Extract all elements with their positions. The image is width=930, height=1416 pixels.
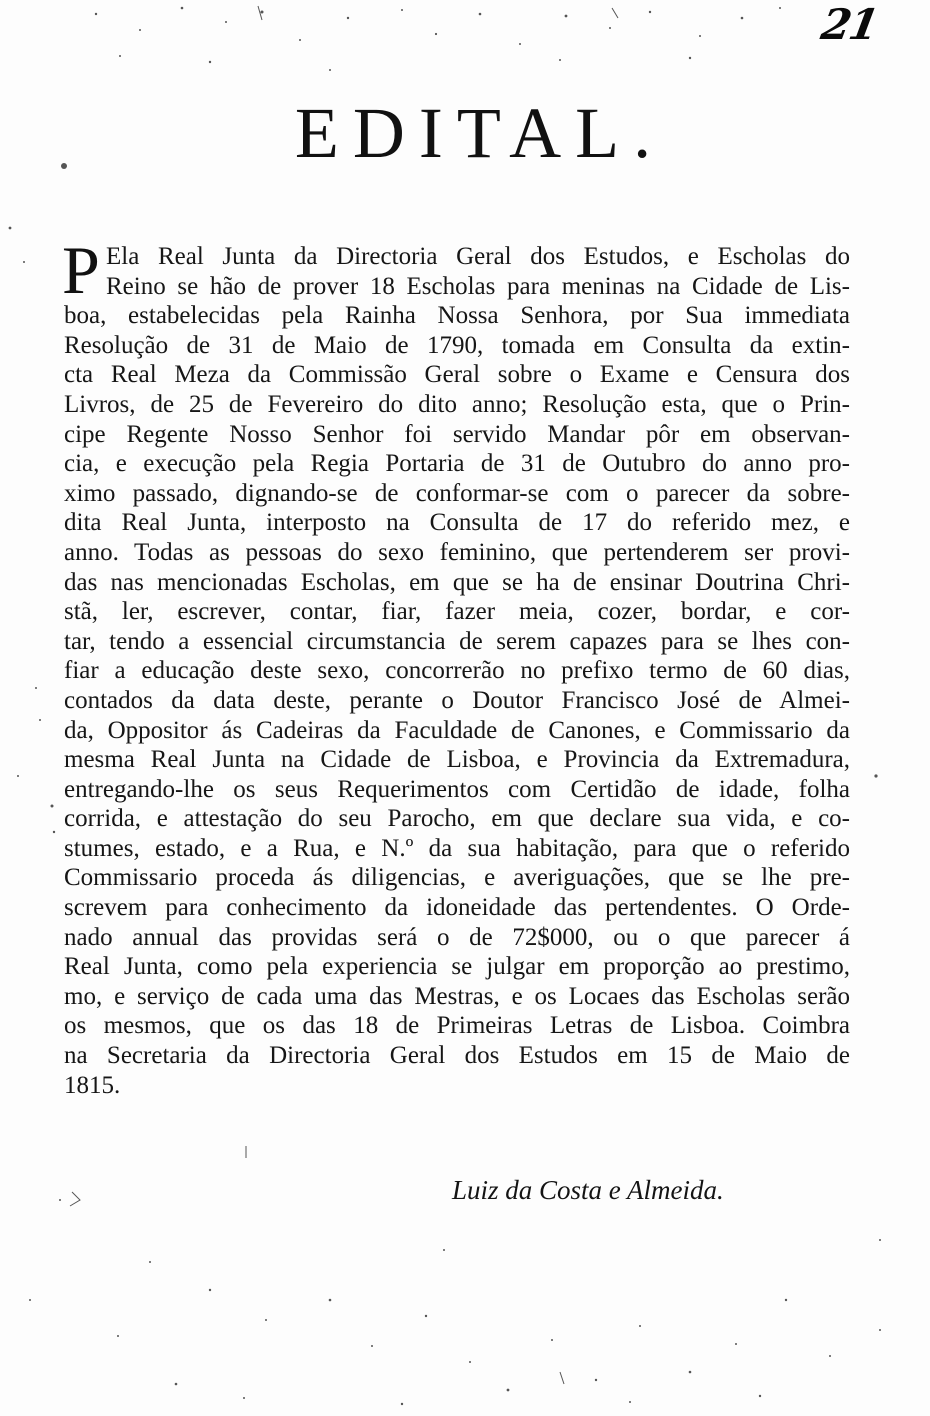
drop-cap: P [62,232,100,308]
text-line: dita Real Junta, interposto na Consulta de 17 do referido mez, e [64,509,850,537]
text-line: mesma Real Junta na Cidade de Lisboa, e Provincia da Extremadura, [64,746,850,774]
text-line: screvem para conhecimento da idoneidade das pertendentes. O Orde- [64,894,850,922]
text-line: Commissario proceda ás diligencias, e averiguações, que se lhe pre- [64,864,850,892]
text-line: fiar a educação deste sexo, concorrerão no prefixo termo de 60 dias, [64,657,850,685]
text-line: 1815. [64,1071,121,1099]
text-line: entregando-lhe os seus Requerimentos com Certidão de idade, folha [64,775,850,803]
text-line: Ela Real Junta da Directoria Geral dos Estudos, e Escholas do [106,243,850,270]
text-line: os mesmos, que os das 18 de Primeiras Letras de Lisboa. Coimbra [64,1012,850,1040]
text-line: Livros, de 25 de Fevereiro do dito anno; Resolução esta, que o Prin- [64,390,850,418]
text-line: Real Junta, como pela experiencia se julgar em proporção ao prestimo, [64,953,850,981]
edict-body [62,232,850,1100]
text-line: cipe Regente Nosso Senhor foi servido Mandar pôr em observan- [64,420,850,448]
text-line: contados da data deste, perante o Doutor Francisco José de Almei- [64,686,850,714]
text-line: cta Real Meza da Commissão Geral sobre o Exame e Censura dos [64,361,850,389]
text-line: boa, estabelecidas pela Rainha Nossa Senhora, por Sua immediata [64,302,850,330]
folio-number: 21 [817,0,881,49]
opening-lines [62,232,850,308]
text-line: cia, e execução pela Regia Portaria de 31 de Outubro do anno pro- [64,450,850,478]
text-line: tar, tendo a essencial circumstancia de serem capazes para se lhes con- [64,627,850,655]
text-line: stumes, estado, e a Rua, e N.º da sua habitação, para que o referido [64,834,850,862]
text-line: na Secretaria da Directoria Geral dos Estudos em 15 de Maio de [64,1042,850,1070]
document-title: EDITAL. [294,93,666,173]
text-line: corrida, e attestação do seu Parocho, em que declare sua vida, e co- [64,805,850,833]
text-line: da, Oppositor ás Cadeiras da Faculdade de Canones, e Commissario da [64,716,850,744]
text-line: mo, e serviço de cada uma das Mestras, e os Locaes das Escholas serão [64,982,850,1010]
signature: Luiz da Costa e Almeida. [452,1175,724,1205]
text-line: Reino se hão de prover 18 Escholas para meninas na Cidade de Lis- [106,272,850,300]
text-line: ximo passado, dignando-se de conformar-se com o parecer da sobre- [64,479,850,507]
text-line: nado annual das providas será o de 72$000, ou o que parecer á [64,923,850,951]
text-line: das nas mencionadas Escholas, em que se ha de ensinar Doutrina Chri- [64,568,850,596]
text-line: stã, ler, escrever, contar, fiar, fazer meia, cozer, bordar, e cor- [64,598,850,626]
text-line: anno. Todas as pessoas do sexo feminino, que pertenderem ser provi- [64,538,850,566]
text-line: Resolução de 31 de Maio de 1790, tomada em Consulta da extin- [64,331,850,359]
